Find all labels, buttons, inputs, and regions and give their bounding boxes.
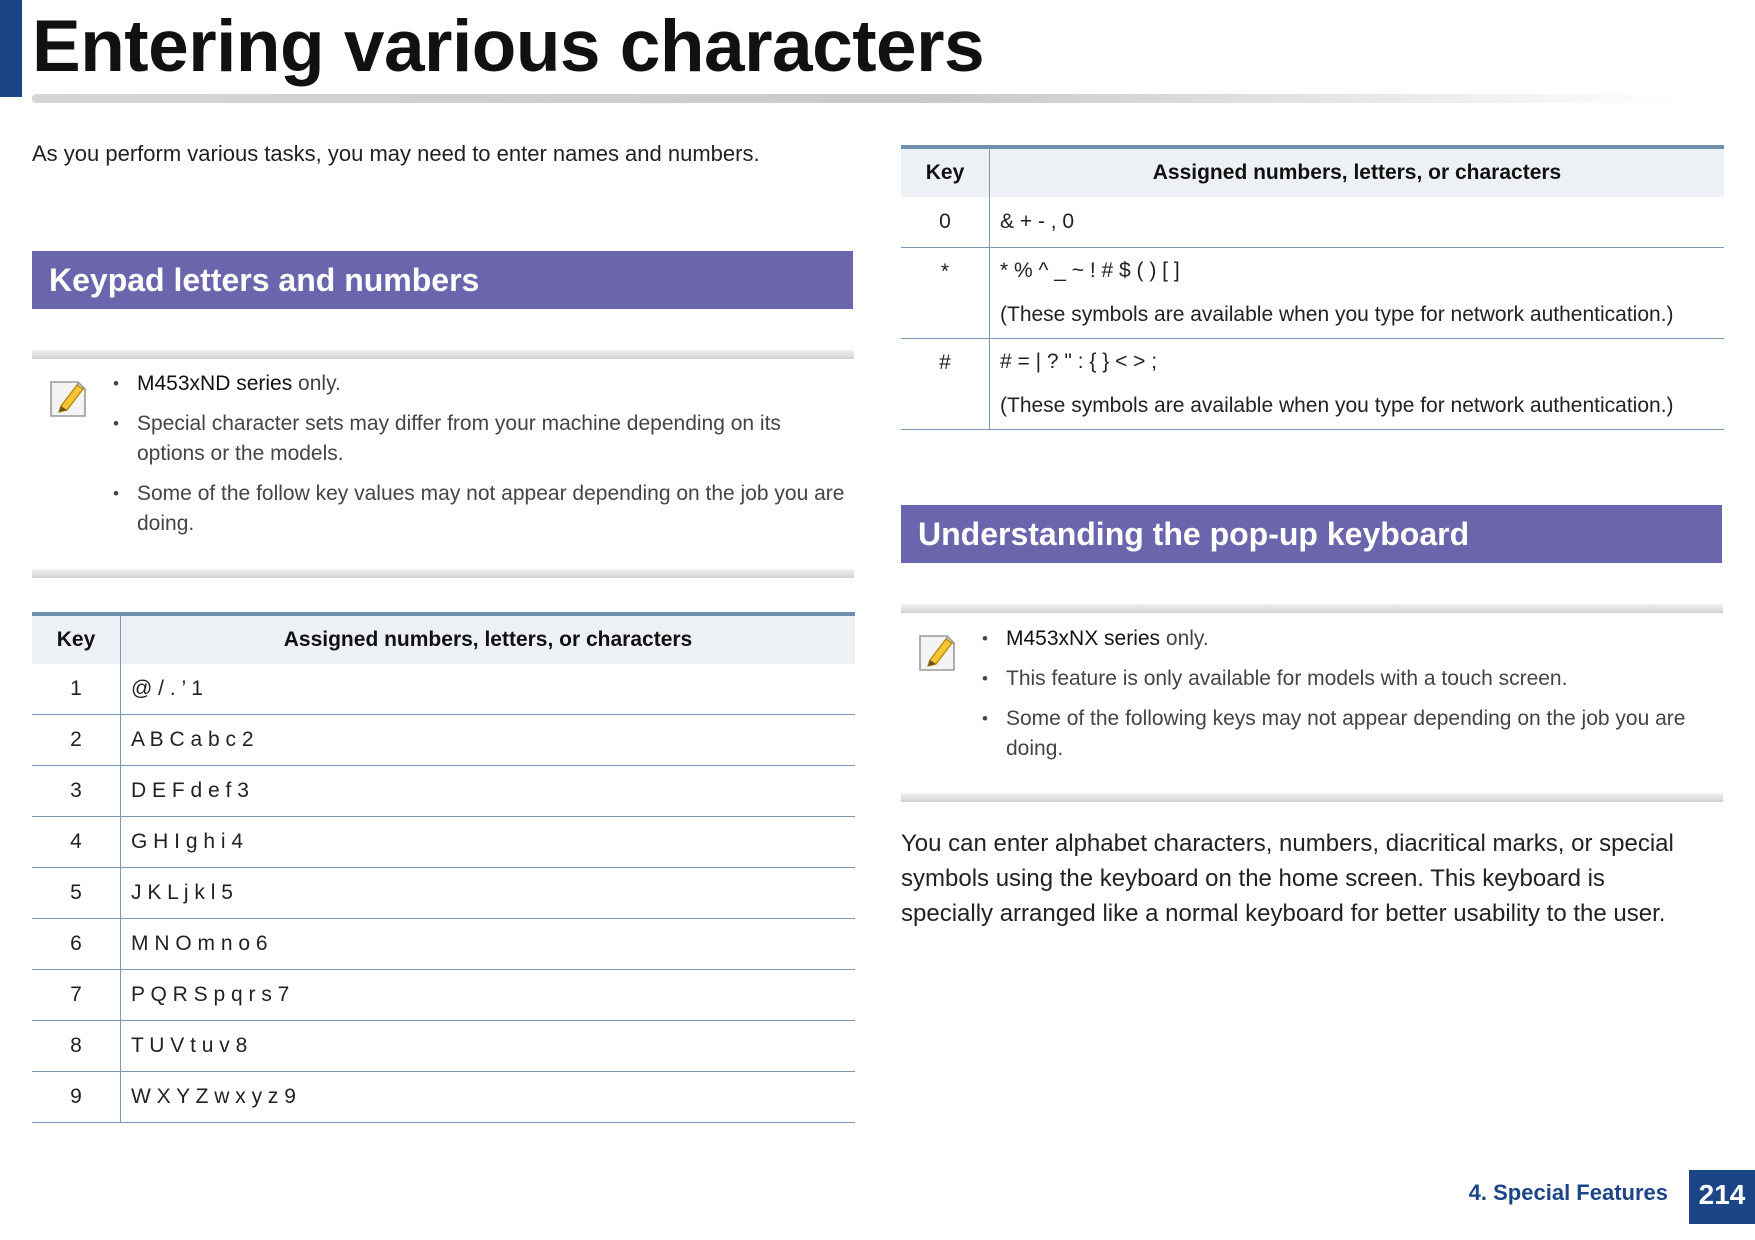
table-row [32, 868, 855, 919]
keypad-table [32, 612, 855, 1123]
title-divider [32, 94, 1682, 103]
chars-cell: J K L j k l 5 [121, 868, 856, 919]
note-box-popup-keyboard [901, 604, 1723, 802]
table-row [901, 248, 1724, 339]
table-header-row [901, 147, 1724, 197]
table-row [32, 766, 855, 817]
table-header-row [32, 614, 855, 664]
table-row [32, 970, 855, 1021]
note-item: • M453xNX series only. [978, 624, 1723, 654]
key-cell: 7 [32, 970, 121, 1021]
note-item: • Some of the following keys may not appear depending on the job you are doing. [978, 704, 1723, 764]
note-box-keypad [32, 350, 854, 578]
key-cell: 2 [32, 715, 121, 766]
title-accent-bar [0, 0, 22, 97]
chars-cell: @ / . ’ 1 [121, 664, 856, 715]
table-row [32, 715, 855, 766]
chars-cell [990, 339, 1725, 430]
key-cell: 0 [901, 197, 990, 248]
pencil-note-icon [46, 377, 90, 421]
key-cell: 4 [32, 817, 121, 868]
key-cell: 1 [32, 664, 121, 715]
key-cell: 5 [32, 868, 121, 919]
intro-paragraph: As you perform various tasks, you may need to enter names and numbers. [32, 141, 760, 166]
column-header-chars: Assigned numbers, letters, or characters [121, 614, 856, 664]
table-row [32, 1072, 855, 1123]
popup-keyboard-description: You can enter alphabet characters, numbers, diacritical marks, or special symbols using the keyboard on the home screen. This keyboard is specially arranged like a normal keyboard for better usability to the user. [901, 830, 1674, 927]
column-header-key: Key [901, 147, 990, 197]
chars-cell: G H I g h i 4 [121, 817, 856, 868]
note-item: • M453xND series only. [109, 369, 854, 399]
table-row [901, 197, 1724, 248]
column-header-chars: Assigned numbers, letters, or characters [990, 147, 1725, 197]
key-cell: 8 [32, 1021, 121, 1072]
page-title: Entering various characters [32, 6, 985, 87]
note-item: • Special character sets may differ from your machine depending on its options or the models. [109, 409, 854, 469]
note-top-bar [901, 604, 1723, 613]
chars-cell: D E F d e f 3 [121, 766, 856, 817]
symbol-note: (These symbols are available when you type for network authentication.) [1000, 303, 1674, 326]
symbol-list: * % ^ _ ~ ! # $ ( ) [ ] [1000, 259, 1180, 282]
symbol-list: # = | ? " : { } < > ; [1000, 350, 1158, 373]
note-bottom-bar [32, 569, 854, 578]
note-list-popup-keyboard [978, 624, 1723, 774]
key-cell: 6 [32, 919, 121, 970]
chapter-label: 4. Special Features [1468, 1180, 1668, 1205]
column-header-key: Key [32, 614, 121, 664]
note-bottom-bar [901, 793, 1723, 802]
table-row [32, 1021, 855, 1072]
table-row [901, 339, 1724, 430]
table-row [32, 919, 855, 970]
table-row [32, 664, 855, 715]
section-heading-keypad: Keypad letters and numbers [32, 251, 853, 309]
chars-cell: A B C a b c 2 [121, 715, 856, 766]
note-item: • Some of the follow key values may not appear depending on the job you are doing. [109, 479, 854, 539]
note-item: • This feature is only available for models with a touch screen. [978, 664, 1723, 694]
special-keys-table [901, 145, 1724, 430]
table-row [32, 817, 855, 868]
page-number: 214 [1689, 1170, 1755, 1224]
pencil-note-icon [915, 631, 959, 675]
chars-cell [990, 248, 1725, 339]
note-top-bar [32, 350, 854, 359]
chars-cell: P Q R S p q r s 7 [121, 970, 856, 1021]
key-cell: # [901, 339, 990, 430]
key-cell: 9 [32, 1072, 121, 1123]
chars-cell: W X Y Z w x y z 9 [121, 1072, 856, 1123]
key-cell: 3 [32, 766, 121, 817]
symbol-note: (These symbols are available when you type for network authentication.) [1000, 394, 1674, 417]
key-cell: * [901, 248, 990, 339]
chars-cell: T U V t u v 8 [121, 1021, 856, 1072]
chars-cell: M N O m n o 6 [121, 919, 856, 970]
note-list-keypad [109, 369, 854, 549]
chars-cell: & + - , 0 [990, 197, 1725, 248]
section-heading-popup-keyboard: Understanding the pop-up keyboard [901, 505, 1722, 563]
